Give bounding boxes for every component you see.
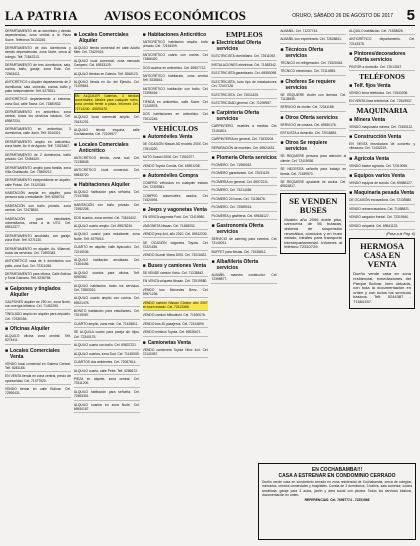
ad-list <box>211 124 277 152</box>
category-heading: ■ Carpintería Oferta servicios <box>211 110 260 123</box>
classified-ad: EN VENTA volqueta Nissan. Cel. 72519980. <box>143 279 209 285</box>
car-icon: ■ <box>142 134 146 141</box>
ad-list <box>5 362 71 398</box>
classified-ad: BUFFET para fiestas. Cel. 71538812. <box>211 250 277 256</box>
classified-ad: ELECTRICISTA. Cel. 73011425. <box>211 93 277 99</box>
classified-ad: SE REQUIERE ayudante de cocina. Cel. 69524817. <box>280 180 346 191</box>
ad-list <box>5 334 71 345</box>
ad-list <box>211 54 277 107</box>
truck-icon: ■ <box>142 339 146 346</box>
building-icon: ■ <box>73 141 77 148</box>
classified-ad: VENDO minibús Toyota. Cel. 69526671. <box>143 330 209 336</box>
classified-ad: ANTICRÉTICO local comercial. Cel. 69845720. <box>74 168 140 179</box>
classified-ad: TÉCNICO electrónico. Cel. 72114985. <box>280 69 346 75</box>
ad-list <box>5 29 71 283</box>
classified-ad: CARPINTERO, muebles a medida. Cel. 72154301. <box>211 124 277 135</box>
classified-ad: ALQUILO tienda esquina, calle Cochabamba. Cel. 72105577. <box>74 128 140 139</box>
section-heading: EMPLEOS <box>226 30 263 39</box>
classified-ad: DEPARTAMENTO amoblado, con garaje, zona Este. Telf. 5271130. <box>5 234 71 245</box>
promo-box <box>349 238 415 308</box>
classified-ad: TÉCNICO en refrigeración. Cel. 71520043. <box>280 61 346 67</box>
category-heading: ■ Otros Se requiere servicios <box>280 140 328 153</box>
ad-list <box>143 181 209 204</box>
classified-ad: ALQUILO cuarto amplio con cocina. Cel. 69521478. <box>74 296 140 307</box>
category-heading: ■ Otros Oferta servicios <box>280 114 338 121</box>
hammer-icon: ■ <box>211 110 215 117</box>
classified-ad: VENDO tienda en calle Bolívar. Cel. 72590431. <box>5 387 71 398</box>
ad-list <box>211 237 277 256</box>
ad-list <box>74 46 140 91</box>
category-heading: ■ Plomería Oferta servicios <box>211 154 277 161</box>
classified-ad: TIENDA en anticrético, calle Sucre. Cel. 71245578. <box>143 100 209 111</box>
classified-ad: ANTICRÉTICO habitación con baño. Cel. 72398016. <box>143 87 209 98</box>
classified-ad: SERVICIO de costura. Cel. 69530176. <box>280 123 346 129</box>
classified-ad: DEPARTAMENTO en anticrético, zona central, todos los servicios básicos. Cel. 69587234. <box>5 110 71 125</box>
building-icon: ■ <box>5 326 9 333</box>
classified-ad: DEPARTAMENTO para oficina, Calle Bolívar y Soria Galvarro. Telf. 5236789. <box>5 272 71 283</box>
highlighted-ad: VENDO camión Nissan Cóndor año 2007, en buen estado. Cel. 72413368. <box>143 301 209 312</box>
section-heading: VEHÍCULOS <box>153 123 199 133</box>
ad-list <box>143 313 209 336</box>
classified-ad: SE VENDE camión Volvo. Cel. 71238842. <box>143 271 209 277</box>
category-heading: ■ Jeeps y vagonetas Venta <box>142 207 207 214</box>
classified-ad: ELECTRICISTA garantizado. Cel. 69550098. <box>211 71 277 77</box>
classified-ad: PLOMERO. Cel. 72589014. <box>211 205 277 211</box>
classified-ad: DE OCASIÓN vagoneta Toyota. Cel. 72221156. <box>143 241 209 252</box>
crane-icon: ■ <box>349 134 353 141</box>
category-heading: ■ Construcción Venta <box>349 134 402 141</box>
briefcase-icon: ■ <box>280 140 284 147</box>
category-heading: ■ Locales Comerciales Anticrético <box>73 141 129 154</box>
classified-ad: ANTICRÉTICO departamento a estrenar, zona Sud, calle Tacna. Cel. 71880932. <box>5 97 71 108</box>
classified-ad: PLOMERÍA y gasfitería. Cel. 69538127. <box>211 214 277 220</box>
classified-ad: ALQUILO habitación, todos los servicios. Cel. 72853310. <box>74 284 140 295</box>
ad-list <box>143 142 209 170</box>
continued-caption: (Pasa a la Pág. 6) <box>386 232 415 237</box>
classified-ad: SERVICIO de catering para eventos. Cel. 72140031. <box>211 237 277 248</box>
building-icon: ■ <box>142 32 146 38</box>
ad-list <box>349 65 415 71</box>
classified-ad: ALBAÑIL maestro constructor. Cel. 72398877. <box>211 273 277 284</box>
classified-ad: COMPRO automóviles usados. Cel. 71520094. <box>143 194 209 205</box>
wrench-icon: ■ <box>211 154 215 161</box>
chef-icon: ■ <box>211 223 215 230</box>
classified-ad: ANTICRÉTICO habitación amplia, baño privado. Cel. 72154309. <box>143 40 209 51</box>
classified-ad: ANTICRÉTICO habitación, zona central. Telf. 5238841. <box>143 74 209 85</box>
classified-ad: SE REQUIERE persona para atención al cliente. Cel. 72419936. <box>280 154 346 165</box>
ad-list <box>74 156 140 179</box>
ad-list <box>211 163 277 220</box>
category-heading: ■ Electricidad Oferta servicios <box>211 40 261 53</box>
ad-list <box>349 181 415 187</box>
cochabamba-banner <box>258 463 416 540</box>
building-icon: ■ <box>73 181 77 188</box>
highlighted-ad: EN ALQUILER Galerías, 3 tiendas comerciales, ideales para cualquier rubro, zona central frente a plaza. Informes Cel. 72714240 - 69593476. <box>74 93 140 113</box>
column-2 <box>74 29 140 546</box>
classified-ad: ALBAÑIL. Cel. 71237744. <box>280 29 346 35</box>
classified-ad: ELECTRICIDAD general. Cel. 71209957. <box>211 101 277 107</box>
category-heading: ■ Automóviles Compra <box>142 172 198 179</box>
phone-icon: ■ <box>349 82 353 89</box>
classified-ad: ALQUILO cuarto con baño. Cel. 69837221. <box>74 343 140 349</box>
classified-ad: ALQUILO tienda en Av. del Ejército. Cel. 71109843. <box>74 80 140 91</box>
section-title: AVISOS ECONÓMICOS <box>104 7 246 23</box>
ad-list <box>143 40 209 123</box>
page-header <box>5 6 415 26</box>
category-heading: ■ Locales Comerciales Alquiler <box>73 32 129 44</box>
tools-icon: ■ <box>280 46 284 53</box>
classified-ad: HABITACIÓN con baño privado, zona central. Cel. 72478810. <box>5 204 71 215</box>
category-heading: ■ Albañilería Oferta servicios <box>211 259 259 272</box>
classified-ad: PIEZA en alquiler, zona central. Cel. 73311200. <box>74 377 140 388</box>
classified-ad: INSTALACIONES eléctricas. Cel. 71583342. <box>211 63 277 69</box>
classified-ad: SE REQUIERE chofer con licencia. Cel. 71128839. <box>280 93 346 104</box>
category-heading: ■ Habitaciones Alquiler <box>73 181 130 188</box>
classified-ad: PLOMERO 24 horas. Cel. 71126678. <box>211 197 277 203</box>
publication-date: ORURO, SÁBADO 26 DE AGOSTO DE 2017 <box>292 12 393 19</box>
category-heading: ■ Habitaciones Anticrético <box>142 32 207 38</box>
ad-list <box>349 142 415 153</box>
column-1 <box>5 29 71 546</box>
classified-ad: DE OCASIÓN excavadora. Cel. 72135580. <box>349 198 415 204</box>
classified-ad: ALQUILO local comercial amplio. Cel. 76431201. <box>74 115 140 126</box>
classified-ad: SE NECESITA señorita para trabajo en tienda. Cel. 71539970. <box>280 167 346 178</box>
classified-ad: CUARTOS dos ambientes. Cel. 72087614. <box>74 360 140 366</box>
classified-ad: EN VENTA mezcladora de concreto y vibradora. Cel. 71432219. <box>349 142 415 153</box>
classified-ad: BONITO habitación para estudiantes. Cel. 73219087. <box>74 309 140 320</box>
classified-ad: ALQUILO tienda comercial en calle Adolfo Mier. Cel. 73420015. <box>74 46 140 57</box>
ad-list <box>280 61 346 76</box>
classified-ad: ANTICRÉTICO casa de 4 dormitorios con patio, zona Sud. Cel. 72311098. <box>5 259 71 270</box>
bus-icon: ■ <box>142 262 146 269</box>
ad-list <box>280 93 346 112</box>
classified-ad: DEPARTAMENTO de tres dormitorios, sala, cocina, baño, garaje, zona Este. Cel. 72563411. <box>5 63 71 78</box>
classified-ad: DEPARTAMENTO de 2 dormitorios, baño privado. Cel. 72456120. <box>5 153 71 164</box>
classified-ad: ELECTRICISTA, todo tipo de instalaciones. Cel. 72447128. <box>211 80 277 91</box>
classified-ad: DEPARTAMENTO independiente en alquiler, calle Potosí. Cel. 74120345. <box>5 178 71 189</box>
classified-ad: DOS cuartos en anticrético. Cel. 69507712. <box>143 66 209 72</box>
classified-ad: COMPRO vehículos en cualquier estado. Cel. 72309981. <box>143 181 209 192</box>
classified-ad: PLOMERO. Cel. 71580042. <box>211 163 277 169</box>
banner-reference: REFERENCIAS: Cel. 76967774 - 72251566 <box>304 498 370 503</box>
classified-ad: ALQUILO cuarto para estudiante, zona Norte. Telf. 5279015. <box>74 232 140 243</box>
classified-ad: VENDO tractor agrícola. Cel. 72310096. <box>349 164 415 170</box>
trowel-icon: ■ <box>211 259 215 266</box>
classified-ad: GALPONES alquiler de 250 m², zona Norte, con energía trifásica. Cel. 71452290. <box>5 300 71 311</box>
classified-ad: DEPARTAMENTO amplio en anticrético, zona Norte, Av. 6 de Agosto. Telf. 71523467. <box>5 140 71 151</box>
classified-ad: ANTICRÉTICO o Alquiler departamento de 2 dormitorios, sala, comedor, cocina, baño y patio independiente. Telf. 5275511. <box>5 80 71 95</box>
classified-ad: ALQUILO habitación amoblada. Cel. 71304456. <box>74 258 140 269</box>
classified-ad: ALQUILO habitación. Cel. 71528826. <box>349 29 415 35</box>
lightning-icon: ■ <box>211 40 215 47</box>
banner-subtitle: CASA A ESTRENAR EN CONDOMINIO CERRADO <box>278 473 396 479</box>
building-icon: ■ <box>73 32 77 38</box>
promo-title: HERMOSA CASA EN VENTA <box>360 241 405 270</box>
ad-list <box>349 29 415 48</box>
ad-list <box>143 215 209 260</box>
classified-ad: CUARTO amplio, zona este. Cel. 71428811. <box>74 322 140 328</box>
classified-ad: DE OCASIÓN Nissan AD modelo 2004. Cel. 72813220. <box>143 142 209 153</box>
ad-list <box>280 123 346 138</box>
classified-ad: VENDO retroexcavadora. Cel. 71458821. <box>349 207 415 213</box>
classified-ad: ANTICRÉTICO departamento. Cel. 72143378. <box>349 37 415 48</box>
category-heading: ■ Maquinaria pesada Venta <box>349 190 414 197</box>
category-heading: ■ Pintores/decoradores Oferta servicios <box>349 51 406 64</box>
paint-brush-icon: ■ <box>349 51 353 58</box>
classified-ad: VENDO Suzuki Vitara 2005. Cel. 73018422. <box>143 253 209 259</box>
pickaxe-icon: ■ <box>349 116 353 123</box>
category-heading: ■ Locales Comerciales Venta <box>5 347 60 360</box>
classified-ad: HABITACIÓN amplia en alquiler, para persona sola o estudiante. Telf. 5256721. <box>5 191 71 202</box>
category-heading: ■ Camionetas Venta <box>142 339 191 346</box>
classified-ad: ALQUILO cuartos, zona Sud. Cel. 71145009. <box>74 352 140 358</box>
classified-ad: ALQUILO habitación para señorita. Cel. 72563301. <box>74 390 140 401</box>
promo-body: Modelo año 2006 doble piso, carrocería de 56 butacas, sistema de suspensión neumática, cómodos y en buen estado, ideales para transporte interdepartamental. Informes al teléfono 72310729. <box>284 216 343 250</box>
classified-ad: VENDO Toyota Corolla. Cel. 69501238. <box>143 164 209 170</box>
ad-list <box>211 273 277 284</box>
ad-list <box>280 29 346 44</box>
category-heading: ■ Técnicos Oferta servicios <box>280 46 324 59</box>
classified-ad: CUARTO en alquiler, calle Ayacucho. Cel. 72219036. <box>74 245 140 256</box>
building-icon: ■ <box>5 347 9 354</box>
classified-ad: DEPARTAMENTO en anticrético, 3 dormitorios, calle Junín. Telf. 5244321. <box>5 127 71 138</box>
category-heading: ■ Oficinas Alquiler <box>5 326 50 333</box>
promo-title: SE VENDEN BUSES <box>289 195 338 215</box>
classified-ad: VENDO camioneta Toyota Hilux 4x4. Cel. 72140087. <box>143 348 209 359</box>
classified-ad: HABITACIÓN para estudiantes universitarios, cerca a la UTO. Cel. 69512377. <box>5 217 71 232</box>
classified-ad: CARPINTERÍA en general. Cel. 71833204. <box>211 137 277 143</box>
classified-ad: EN VENTA línea telefónica. Cel. 72619937. <box>349 99 415 105</box>
classified-ad: ALQUILO habitación para señorita. Cel. 72147856. <box>74 190 140 201</box>
classified-ad: ALBAÑIL con experiencia. Cel. 72608841. <box>280 37 346 43</box>
column-3 <box>143 29 209 546</box>
classified-ad: VAGONETA Nissan. Cel. 71458032. <box>143 224 209 230</box>
category-heading: ■ Agrícola Venta <box>349 155 389 162</box>
classified-ad: PLOMERO. Cel. 73214456. <box>211 188 277 194</box>
classified-ad: VENDO local comercial en Galería Central. Telf. 5281166. <box>5 362 71 373</box>
ad-list <box>280 154 346 190</box>
classified-ad: VENDO bus 40 pasajeros. Cel. 72144890. <box>143 322 209 328</box>
classified-ad: VENDO línea telefónica. Cel. 71543208. <box>349 91 415 97</box>
classified-ad: ESTILISTA a domicilio. Cel. 72018853. <box>280 131 346 137</box>
classified-ad: VENDO maquinaria minera. Cel. 72450112. <box>349 125 415 131</box>
classified-ad: SERVICIO de chofer. Cel. 72341188. <box>280 105 346 111</box>
classified-ad: DOS habitaciones en anticrético. Cel. 73012245. <box>143 112 209 123</box>
category-heading: ■ Automóviles Venta <box>142 134 193 141</box>
ad-list <box>349 198 415 230</box>
classified-ad: EN VENTA tienda en zona central, precio de oportunidad. Cel. 71477920. <box>5 374 71 385</box>
category-heading: ■ Choferes Se requiere servicios <box>280 78 336 91</box>
ad-list <box>74 115 140 138</box>
classified-ad: DOS cuartos, zona central. Cel. 73815402. <box>74 216 140 222</box>
classified-ad: ALQUILO cuartos para oficina. Telf. 5250982. <box>74 271 140 282</box>
classified-ad: DEPARTAMENTO en alquiler, Av. Villarroel, todos los servicios. Cel. 71893345. <box>5 247 71 258</box>
classified-ad: ALQUILO cuarto amplio. Cel. 69578210. <box>74 224 140 230</box>
steering-icon: ■ <box>280 78 284 85</box>
tractor-icon: ■ <box>349 155 353 162</box>
classified-ad: ALQUILO oficina zona central. Telf. 5274411. <box>5 334 71 345</box>
page-number: 5 <box>406 7 415 24</box>
category-heading: ■ Equipos varios Venta <box>349 172 405 179</box>
promo-box <box>280 193 346 254</box>
classified-ad: PLOMERO garantizado. Cel. 72031129. <box>211 171 277 177</box>
classified-ad: PLOMERÍA en general. Cel. 69572211. <box>211 180 277 186</box>
gear-icon: ■ <box>349 172 353 179</box>
car-icon: ■ <box>142 172 146 179</box>
section-heading: MAQUINARIA <box>356 106 408 116</box>
classified-ad: DEPARTAMENTO de un dormitorio y demás dependencias, zona central a la Plaza Sucre. Teléfonos 76133245. <box>5 29 71 44</box>
ad-list <box>349 91 415 106</box>
section-heading: TELÉFONOS <box>359 72 405 82</box>
classified-ad: REPARACIÓN de muebles. Cel. 69524431. <box>211 146 277 152</box>
banner-body: Dueño vende casa en condominio cerrado en zona residencial de Cochabamba, cerca de colegios, mercados, centros comerciales y hospitales. Consta de 3 dormitorios, 3 baños, sala comedor, cocina amoblada, garaje para 2 autos, jardín y área social con piscina. Todos los servicios básicos, documentación en orden. <box>262 480 412 497</box>
classified-ad: VENDO volqueta. Cel. 69541123. <box>349 224 415 230</box>
classified-ad: AUTO Suzuki 2008. Cel. 71902377. <box>143 155 209 161</box>
classified-ad: ANTICRÉTICO tienda, zona sud. Cel. 71238845. <box>74 156 140 167</box>
classified-ad: VENDO bus Mercedes Benz. Cel. 69571236. <box>143 288 209 299</box>
newspaper-name: LA PATRIA <box>5 7 78 23</box>
classified-ad: ELECTRICISTA domiciliario. Cel. 72611092. <box>211 54 277 60</box>
classified-ad: ALQUILO cuarto, calle Petot. Telf. 5286673. <box>74 369 140 375</box>
banner-title: EN COCHABAMBA!!! <box>311 467 363 473</box>
category-heading: ■ Buses y camiones Venta <box>142 262 207 269</box>
promo-body: Dueño vende casa en zona residencial, inmediaciones del Parque Bolívar, bien ubicada, con toda la documentación en orden y con todos los servicios básicos. Telf. 5244387 - 71564157. <box>353 271 411 305</box>
classified-ad: DEPARTAMENTO de dos dormitorios y demás dependencias, zona Norte, cerca al colegio. Telf. 71842213. <box>5 46 71 61</box>
classified-ad: SE ALQUILA cuarto para pareja sin hijos. Cel. 72340175. <box>74 330 140 341</box>
category-heading: ■ Minera Venta <box>349 116 386 123</box>
briefcase-icon: ■ <box>280 114 284 121</box>
category-heading: ■ Galpones y tinglados Alquiler <box>5 285 61 298</box>
classified-ad: PINTOR a domicilio. Cel. 72013347. <box>349 65 415 71</box>
excavator-icon: ■ <box>349 190 353 197</box>
classified-ad: TINGLADO amplio en alquiler para depósito. Cel. 72330156. <box>5 312 71 323</box>
ad-list <box>5 300 71 323</box>
classified-ad: EN VENTA vagoneta Ford. Cel. 72419980. <box>143 215 209 221</box>
classified-ad: VENDO equipos de sonido. Cel. 69588127. <box>349 181 415 187</box>
building-icon: ■ <box>5 285 9 292</box>
classified-ad: VENDO cargador frontal. Cel. 72319940. <box>349 215 415 221</box>
classified-ad: VENDO jeep 4x4, año 2010. Cel. 69512230. <box>143 232 209 238</box>
classified-ad: ANTICRÉTICO cuarto con cocina. Cel. 71866420. <box>143 53 209 64</box>
classified-ad: ALQUILO local comercial, zona mercado Campero. Cel. 69533129. <box>74 59 140 70</box>
ad-list <box>143 348 209 359</box>
ad-list <box>349 164 415 170</box>
car-icon: ■ <box>142 207 146 214</box>
category-heading: ■ Telf. fijos Venta <box>349 82 391 89</box>
ad-list <box>143 271 209 299</box>
category-heading: ■ Gastronomía Oferta servicios <box>211 223 264 236</box>
ad-list <box>349 125 415 131</box>
classified-ad: ALQUILO tiendas en Galería. Telf. 5268123. <box>74 72 140 78</box>
ad-list <box>74 190 140 413</box>
classified-ad: ALQUILO cuartos en zona Norte. Cel. 69540187. <box>74 403 140 414</box>
classified-ad: VENDO camión Mitsubishi. Cel. 71530076. <box>143 313 209 319</box>
classified-ad: DEPARTAMENTO amplio para familia, zona Villa Challacollo. Cel. 73809212. <box>5 166 71 177</box>
classified-ad: HABITACIÓN con baño privado. Cel. 71592208. <box>74 203 140 214</box>
